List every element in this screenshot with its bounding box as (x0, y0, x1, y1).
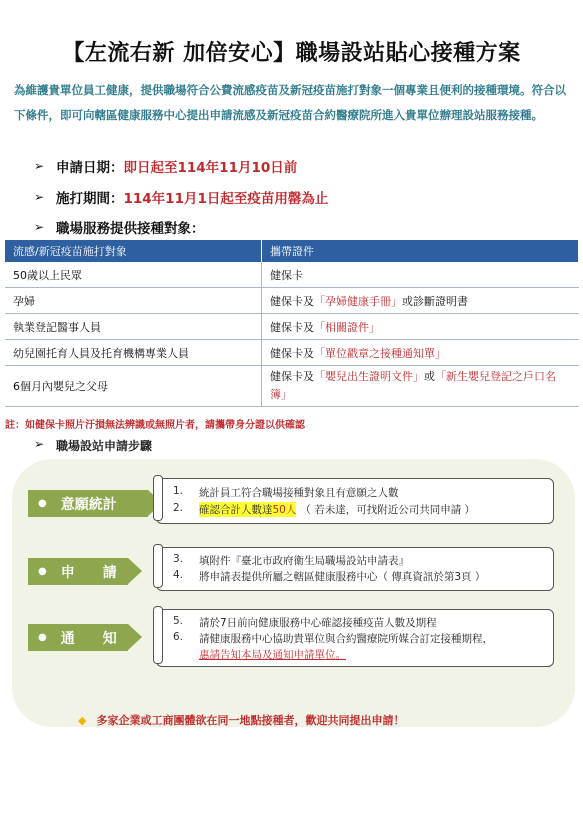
step-number: 3. (173, 553, 184, 565)
target-row (34, 217, 205, 237)
dot-icon: ● (38, 632, 47, 643)
steps-heading (34, 437, 152, 454)
eligibility-table (5, 240, 579, 407)
step-line (173, 631, 493, 646)
step-line (173, 615, 437, 630)
diamond-icon: ◆ (78, 713, 87, 727)
doc-highlight: 「相關證件」 (314, 320, 380, 334)
doc-text: 健保卡及 (270, 370, 314, 383)
table-header-row (5, 240, 579, 262)
steps-heading-text: 職場設站申請步驟 (56, 439, 153, 453)
step-emphasis: 惠請告知本局及通知申請單位。 (199, 649, 346, 661)
step-number: 6. (173, 631, 184, 643)
apply-date-label: 申請日期： (56, 160, 124, 176)
table-row (5, 262, 579, 288)
page-title: 【左流右新 加倍安心】職場設站貼心接種方案 (62, 41, 521, 66)
footer-note (78, 712, 404, 728)
table-header: 攜帶證件 (262, 240, 579, 262)
step-highlight-count: 50人 (272, 504, 297, 516)
step-number: 4. (173, 569, 184, 581)
period-row (34, 187, 328, 207)
stage-tag-survey (28, 490, 148, 517)
arrow-bullet-icon: ➢ (34, 437, 45, 451)
scroll-curl (153, 475, 163, 521)
scroll-curl (153, 606, 163, 664)
table-row (5, 366, 579, 407)
table-row (5, 288, 579, 314)
step-line (173, 502, 475, 517)
step-line (173, 485, 399, 500)
doc-highlight: 「單位戳章之接種通知單」 (314, 346, 446, 360)
table-cell (262, 366, 579, 407)
id-note: 註：如健保卡照片汙損無法辨識或無照片者，請攜帶身分證以供確認 (5, 420, 305, 431)
scroll-curl (153, 544, 163, 588)
period-label: 施打期間： (56, 191, 124, 207)
step-number: 5. (173, 615, 184, 627)
table-cell: 孕婦 (5, 288, 262, 314)
stage-tag-apply (28, 558, 128, 585)
step-scroll-2 (156, 547, 554, 591)
stage-label: 申 請 (60, 564, 117, 581)
arrow-bullet-icon: ➢ (34, 190, 45, 204)
period-value: 114年11月1日起至疫苗用罄為止 (123, 191, 329, 207)
step-line (199, 647, 346, 662)
step-text: 將申請表提供所屬之轄區健康服務中心（ 傳真資訊於第3頁 ） (199, 571, 486, 583)
doc-text: 或 (424, 370, 435, 383)
table-cell (262, 288, 579, 314)
table-header: 流感/新冠疫苗施打對象 (5, 240, 262, 262)
arrow-bullet-icon: ➢ (34, 220, 45, 234)
step-text: 統計員工符合職場接種對象且有意願之人數 (199, 487, 399, 499)
step-highlight: 確認合計人數達 (199, 504, 273, 516)
table-cell: 6個月內嬰兒之父母 (5, 366, 262, 407)
stage-label: 意願統計 (60, 496, 117, 513)
table-cell (262, 262, 579, 288)
table-cell: 幼兒園托育人員及托育機構專業人員 (5, 340, 262, 366)
step-text: 填附件『臺北市政府衛生局職場設站申請表』 (199, 555, 409, 567)
table-cell (262, 314, 579, 340)
footer-text: 多家企業或工商團體欲在同一地點接種者，歡迎共同提出申請！ (96, 714, 405, 727)
doc-highlight: 「嬰兒出生證明文件」 (314, 370, 424, 383)
apply-date-row (34, 156, 297, 176)
stage-tag-notify (28, 624, 128, 651)
table-row (5, 314, 579, 340)
arrow-bullet-icon: ➢ (34, 159, 45, 173)
intro-paragraph: 為維護貴單位員工健康，提供職場符合公費流感疫苗及新冠疫苗施打對象一個專業且便利的接種環境。符合以下條件，即可向轄區健康服務中心提出申請流感及新冠疫苗合約醫療院所進入貴單位辦理設站服務接種。 (14, 83, 566, 122)
doc-text: 或診斷證明書 (402, 294, 468, 308)
table-row (5, 340, 579, 366)
doc-text: 健保卡及 (270, 346, 314, 360)
dot-icon: ● (38, 566, 47, 577)
step-line (173, 569, 485, 584)
step-number: 2. (173, 502, 184, 514)
doc-text: 健保卡及 (270, 320, 314, 334)
step-text: （ 若未達，可找附近公司共同申請 ） (300, 504, 476, 516)
apply-date-value: 即日起至114年11月10日前 (123, 160, 298, 176)
stage-label: 通 知 (60, 630, 117, 647)
step-scroll-1 (156, 478, 554, 524)
step-text: 請於7日前向健康服務中心確認接種疫苗人數及期程 (199, 617, 437, 629)
dot-icon: ● (38, 498, 47, 509)
table-cell: 執業登記醫事人員 (5, 314, 262, 340)
step-number: 1. (173, 485, 184, 497)
table-cell: 50歲以上民眾 (5, 262, 262, 288)
doc-text: 健保卡 (270, 268, 303, 282)
doc-highlight: 「新生嬰兒登記之戶口名簿」 (270, 370, 556, 401)
table-cell (262, 340, 579, 366)
target-label: 職場服務提供接種對象： (56, 221, 205, 237)
doc-text: 健保卡及 (270, 294, 314, 308)
step-scroll-3 (156, 609, 554, 667)
doc-highlight: 「孕婦健康手冊」 (314, 294, 402, 308)
step-text: 請健康服務中心協助貴單位與合約醫療院所媒合訂定接種期程， (199, 633, 493, 645)
step-line (173, 553, 409, 568)
